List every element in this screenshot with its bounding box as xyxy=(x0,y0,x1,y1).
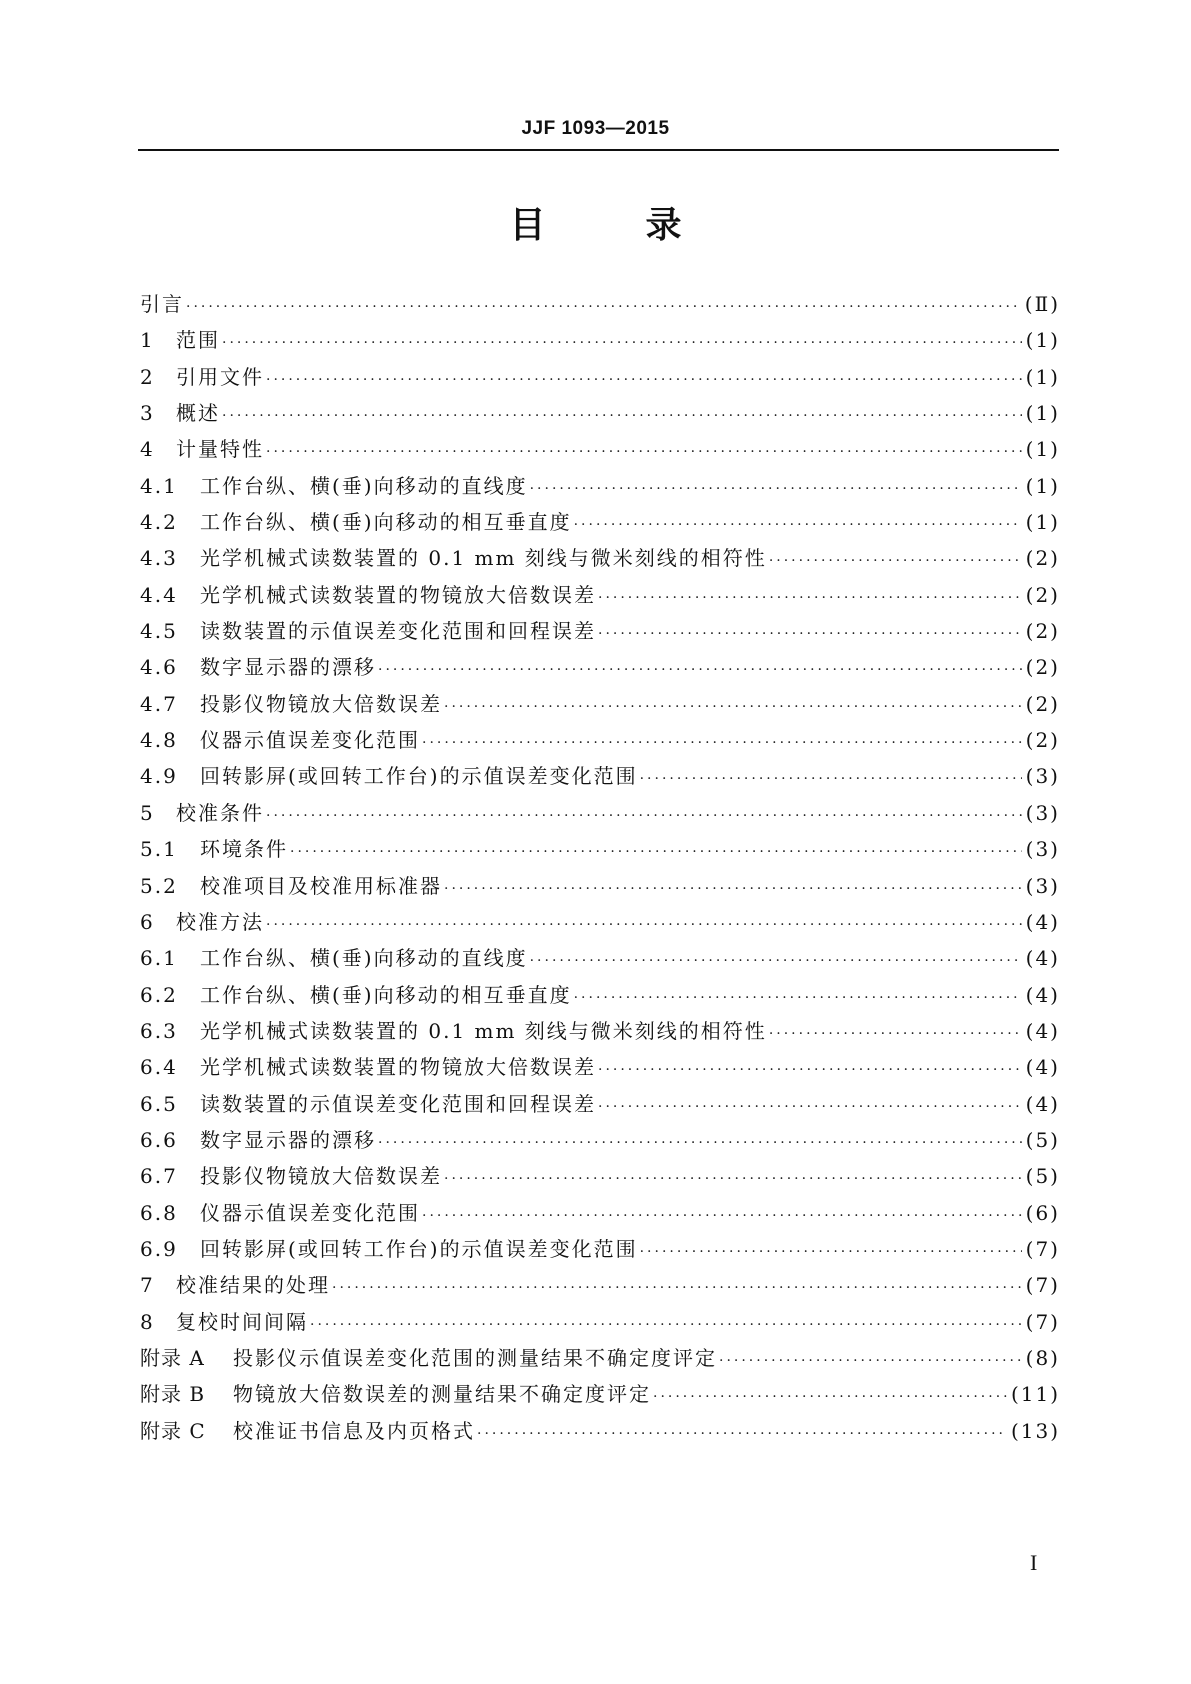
toc-dot-leader xyxy=(769,553,1022,569)
toc-entry-page: (1) xyxy=(1025,401,1060,426)
toc-entry-title: 复校时间间隔 xyxy=(176,1309,308,1334)
toc-entry-number: 4 xyxy=(140,437,155,462)
toc-dot-leader xyxy=(530,481,1022,497)
toc-entry[interactable] xyxy=(140,760,1060,796)
toc-entry-title: 环境条件 xyxy=(200,837,288,862)
toc-entry-number: 4.6 xyxy=(140,655,178,680)
toc-entry-page: (1) xyxy=(1025,328,1060,353)
toc-entry-title: 物镜放大倍数误差的测量结果不确定度评定 xyxy=(233,1382,651,1407)
toc-entry-number: 4.7 xyxy=(140,691,178,716)
toc-entry-number: 4.5 xyxy=(140,619,178,644)
toc-dot-leader xyxy=(266,917,1022,933)
toc-dot-leader xyxy=(719,1353,1022,1369)
toc-entry-number: 6.9 xyxy=(140,1236,178,1261)
toc-entry[interactable] xyxy=(140,1269,1060,1305)
toc-entry-page: (3) xyxy=(1025,764,1060,789)
toc-entry-title: 仪器示值误差变化范围 xyxy=(200,1200,420,1225)
toc-entry-page: (Ⅱ) xyxy=(1024,292,1060,316)
toc-dot-leader xyxy=(444,1171,1022,1187)
toc-entry-number: 3 xyxy=(140,401,155,426)
header-rule xyxy=(138,149,1059,151)
toc-entry[interactable] xyxy=(140,906,1060,942)
toc-entry[interactable] xyxy=(140,1160,1060,1196)
toc-entry[interactable] xyxy=(140,724,1060,760)
toc-entry[interactable] xyxy=(140,1197,1060,1233)
toc-entry-page: (7) xyxy=(1025,1236,1060,1261)
toc-entry-title: 概述 xyxy=(176,401,220,426)
toc-entry-number: 2 xyxy=(140,364,155,389)
toc-entry-title: 校准证书信息及内页格式 xyxy=(233,1418,475,1443)
toc-entry-number: 6.4 xyxy=(140,1055,178,1080)
toc-entry-number: 4.9 xyxy=(140,764,178,789)
toc-entry-title: 光学机械式读数装置的物镜放大倍数误差 xyxy=(200,582,596,607)
toc-entry[interactable] xyxy=(140,688,1060,724)
toc-entry-page: (7) xyxy=(1025,1309,1060,1334)
toc-entry-page: (3) xyxy=(1025,837,1060,862)
toc-entry-page: (4) xyxy=(1025,1091,1060,1116)
toc-dot-leader xyxy=(598,1099,1022,1115)
toc-dot-leader xyxy=(378,1135,1022,1151)
toc-entry-number: 4.1 xyxy=(140,473,178,498)
toc-entry-number: 5 xyxy=(140,800,155,825)
toc-entry-number: 6.3 xyxy=(140,1018,178,1043)
toc-entry-title: 引言 xyxy=(140,292,184,316)
toc-entry[interactable] xyxy=(140,397,1060,433)
toc-entry[interactable] xyxy=(140,1124,1060,1160)
toc-dot-leader xyxy=(266,372,1022,388)
toc-entry-title: 仪器示值误差变化范围 xyxy=(200,728,420,753)
toc-entry-title: 校准结果的处理 xyxy=(176,1273,330,1298)
toc-entry-number: 6.1 xyxy=(140,946,178,971)
toc-entry-page: (4) xyxy=(1025,982,1060,1007)
toc-entry-page: (2) xyxy=(1025,582,1060,607)
toc-entry-page: (6) xyxy=(1025,1200,1060,1225)
toc-entry[interactable] xyxy=(140,1306,1060,1342)
toc-entry-page: (8) xyxy=(1025,1345,1060,1370)
toc-entry-number: 6.8 xyxy=(140,1200,178,1225)
toc-entry-title: 工作台纵、横(垂)向移动的相互垂直度 xyxy=(200,982,572,1007)
toc-entry-title: 校准方法 xyxy=(176,909,264,934)
toc-entry[interactable] xyxy=(140,506,1060,542)
toc-entry[interactable] xyxy=(140,470,1060,506)
page-number: I xyxy=(1030,1550,1038,1575)
toc-entry-number: 附录 B xyxy=(140,1382,206,1407)
toc-entry-page: (4) xyxy=(1025,1018,1060,1043)
toc-entry-title: 范围 xyxy=(176,328,220,353)
toc-entry[interactable] xyxy=(140,615,1060,651)
toc-dot-leader xyxy=(574,990,1022,1006)
toc-entry[interactable] xyxy=(140,1088,1060,1124)
toc-entry[interactable] xyxy=(140,1342,1060,1378)
toc-entry-page: (3) xyxy=(1025,873,1060,898)
toc-entry-page: (5) xyxy=(1025,1164,1060,1189)
toc-entry-number: 6 xyxy=(140,909,155,934)
toc-entry-number: 6.5 xyxy=(140,1091,178,1116)
toc-entry-title: 工作台纵、横(垂)向移动的相互垂直度 xyxy=(200,510,572,535)
toc-entry[interactable] xyxy=(140,942,1060,978)
toc-entry[interactable] xyxy=(140,1378,1060,1414)
toc-entry-title: 校准条件 xyxy=(176,800,264,825)
toc-entry-title: 工作台纵、横(垂)向移动的直线度 xyxy=(200,946,528,971)
toc-entry-page: (3) xyxy=(1025,800,1060,825)
toc-entry-number: 6.7 xyxy=(140,1164,178,1189)
toc-entry[interactable] xyxy=(140,1415,1060,1451)
toc-entry[interactable] xyxy=(140,833,1060,869)
toc-entry-number: 6.6 xyxy=(140,1127,178,1152)
toc-entry-number: 4.4 xyxy=(140,582,178,607)
toc-entry[interactable] xyxy=(140,542,1060,578)
toc-entry-number: 附录 A xyxy=(140,1345,205,1370)
toc-entry-number: 8 xyxy=(140,1309,155,1334)
toc-dot-leader xyxy=(290,844,1022,860)
toc-entry-title: 读数装置的示值误差变化范围和回程误差 xyxy=(200,1091,596,1116)
toc-dot-leader xyxy=(186,299,1021,315)
toc-title xyxy=(0,200,1191,252)
toc-entry-number: 7 xyxy=(140,1273,155,1298)
toc-entry-title: 投影仪物镜放大倍数误差 xyxy=(200,1164,442,1189)
toc-entry-page: (11) xyxy=(1010,1382,1060,1407)
toc-dot-leader xyxy=(332,1280,1022,1296)
toc-entry-title: 工作台纵、横(垂)向移动的直线度 xyxy=(200,473,528,498)
toc-entry[interactable] xyxy=(140,1233,1060,1269)
toc-entry-page: (1) xyxy=(1025,364,1060,389)
toc-entry[interactable] xyxy=(140,651,1060,687)
toc-entry-number: 4.8 xyxy=(140,728,178,753)
toc-entry-page: (5) xyxy=(1025,1127,1060,1152)
toc-entry[interactable] xyxy=(140,361,1060,397)
toc-dot-leader xyxy=(310,1317,1022,1333)
toc-entry-title: 数字显示器的漂移 xyxy=(200,1127,376,1152)
toc-entry-page: (7) xyxy=(1025,1273,1060,1298)
table-of-contents xyxy=(140,288,1060,1451)
toc-dot-leader xyxy=(598,1062,1022,1078)
toc-entry-page: (1) xyxy=(1025,437,1060,462)
toc-entry-title: 投影仪示值误差变化范围的测量结果不确定度评定 xyxy=(233,1345,717,1370)
toc-entry-page: (2) xyxy=(1025,691,1060,716)
toc-dot-leader xyxy=(477,1426,1007,1442)
toc-entry-number: 5.2 xyxy=(140,873,178,898)
toc-entry-title: 读数装置的示值误差变化范围和回程误差 xyxy=(200,619,596,644)
toc-entry[interactable] xyxy=(140,979,1060,1015)
toc-entry-title: 投影仪物镜放大倍数误差 xyxy=(200,691,442,716)
toc-dot-leader xyxy=(266,808,1022,824)
toc-entry-page: (4) xyxy=(1025,909,1060,934)
toc-dot-leader xyxy=(266,444,1022,460)
toc-entry[interactable] xyxy=(140,1051,1060,1087)
toc-entry-title: 光学机械式读数装置的 0.1 mm 刻线与微米刻线的相符性 xyxy=(200,546,767,571)
toc-entry-page: (2) xyxy=(1025,619,1060,644)
toc-entry-page: (2) xyxy=(1025,728,1060,753)
toc-dot-leader xyxy=(222,335,1022,351)
toc-entry-number: 5.1 xyxy=(140,837,178,862)
toc-title-char-2: 录 xyxy=(645,205,682,246)
toc-entry[interactable] xyxy=(140,797,1060,833)
toc-dot-leader xyxy=(574,517,1022,533)
toc-entry-number: 1 xyxy=(140,328,155,353)
toc-entry[interactable] xyxy=(140,579,1060,615)
toc-entry-title: 数字显示器的漂移 xyxy=(200,655,376,680)
toc-dot-leader xyxy=(378,662,1022,678)
toc-dot-leader xyxy=(444,881,1022,897)
toc-dot-leader xyxy=(422,1208,1022,1224)
toc-entry-title: 光学机械式读数装置的 0.1 mm 刻线与微米刻线的相符性 xyxy=(200,1018,767,1043)
toc-entry[interactable] xyxy=(140,324,1060,360)
toc-dot-leader xyxy=(444,699,1022,715)
toc-dot-leader xyxy=(598,626,1022,642)
toc-entry-title: 计量特性 xyxy=(176,437,264,462)
toc-dot-leader xyxy=(422,735,1022,751)
toc-entry-number: 4.3 xyxy=(140,546,178,571)
toc-entry-title: 光学机械式读数装置的物镜放大倍数误差 xyxy=(200,1055,596,1080)
toc-dot-leader xyxy=(598,590,1022,606)
toc-entry[interactable] xyxy=(140,870,1060,906)
document-code-header: JJF 1093—2015 xyxy=(521,118,670,139)
toc-entry-page: (13) xyxy=(1010,1418,1060,1443)
toc-dot-leader xyxy=(653,1389,1007,1405)
toc-entry-title: 校准项目及校准用标准器 xyxy=(200,873,442,898)
toc-entry-number: 4.2 xyxy=(140,510,178,535)
toc-entry-page: (2) xyxy=(1025,655,1060,680)
toc-dot-leader xyxy=(769,1026,1022,1042)
toc-title-char-1: 目 xyxy=(509,205,546,246)
toc-entry-title: 引用文件 xyxy=(176,364,264,389)
toc-entry-number: 6.2 xyxy=(140,982,178,1007)
toc-entry-title: 回转影屏(或回转工作台)的示值误差变化范围 xyxy=(200,764,638,789)
toc-entry[interactable] xyxy=(140,288,1060,324)
toc-entry-page: (4) xyxy=(1025,946,1060,971)
toc-entry-number: 附录 C xyxy=(140,1418,206,1443)
toc-entry-page: (1) xyxy=(1025,473,1060,498)
toc-entry[interactable] xyxy=(140,433,1060,469)
toc-entry-title: 回转影屏(或回转工作台)的示值误差变化范围 xyxy=(200,1236,638,1261)
toc-entry-page: (2) xyxy=(1025,546,1060,571)
toc-dot-leader xyxy=(530,953,1022,969)
toc-entry[interactable] xyxy=(140,1015,1060,1051)
toc-dot-leader xyxy=(222,408,1022,424)
toc-entry-page: (4) xyxy=(1025,1055,1060,1080)
toc-dot-leader xyxy=(640,771,1022,787)
toc-entry-page: (1) xyxy=(1025,510,1060,535)
toc-dot-leader xyxy=(640,1244,1022,1260)
